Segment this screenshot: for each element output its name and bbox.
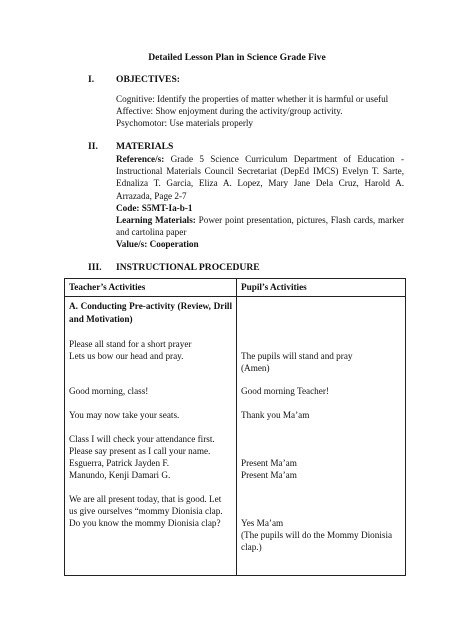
teacher-line: Please all stand for a short prayer [69,339,192,349]
teacher-line: Esguerra, Patrick Jayden F. [69,458,170,468]
materials-reference [116,153,404,202]
pupil-line: Good morning Teacher! [241,386,329,396]
procedure-heading: INSTRUCTIONAL PROCEDURE [116,262,260,273]
teacher-line: Good morning, class! [69,386,149,396]
pupil-line: clap.) [241,542,262,552]
materials-values: Value/s: Cooperation [116,239,199,249]
teacher-line: Please say present as I call your name. [69,446,211,456]
pupil-line: Yes Ma’am [241,518,284,528]
materials-learning [116,214,404,238]
reference-text: Grade 5 Science Curriculum Department of Education - Instructional Materials Council Secretariat (DepEd IMCS) Evelyn T. Sarte, Ednaliza T. Garcia, Eliza A. Lopez, Mary Jane Dela Cruz, Harold A. Arrazada, Page 2-7 [116,154,405,201]
pupil-line: Thank you Ma’am [241,410,310,420]
objectives-heading: OBJECTIVES: [116,74,180,85]
objective-cognitive: Cognitive: Identify the properties of matter whether it is harmful or useful [116,94,389,104]
table-row [65,297,406,576]
procedure-number: III. [88,262,102,273]
teacher-line: Lets us bow our head and pray. [69,351,184,361]
teacher-line: You may now take your seats. [69,410,180,420]
teacher-line: Do you know the mommy Dionisia clap? [69,518,221,528]
pupil-line: The pupils will stand and pray [241,351,353,361]
teacher-activities-cell [65,297,237,576]
pupil-activities-header: Pupil’s Activities [237,279,406,297]
table-header-row [65,279,406,297]
teacher-line: Class I will check your attendance first. [69,434,215,444]
pupil-line: Present Ma’am [241,458,297,468]
reference-label: Reference/s: [116,154,165,164]
materials-number: II. [88,141,98,152]
objectives-number: I. [88,74,95,85]
activities-table [64,278,406,576]
materials-code: Code: S5MT-Ia-b-1 [116,203,193,213]
pupil-line: (The pupils will do the Mommy Dionisia [241,530,393,540]
pre-activity-subheading: A. Conducting Pre-activity (Review, Drill and Motivation) [69,301,232,324]
pupil-line: Present Ma’am [241,470,297,480]
learning-text: Power point presentation, pictures, Flash cards, marker and cartolina paper [116,215,405,238]
pupil-activities-cell [237,297,406,576]
teacher-line: We are all present today, that is good. Let [69,494,222,504]
teacher-line: us give ourselves “mommy Dionisia clap. [69,506,223,516]
document-title: Detailed Lesson Plan in Science Grade Five [148,52,326,63]
materials-heading: MATERIALS [116,141,174,152]
objective-affective: Affective: Show enjoyment during the activity/group activity. [116,106,343,116]
teacher-activities-header: Teacher’s Activities [65,279,237,297]
pupil-line: (Amen) [241,363,270,373]
objectives-list [116,93,404,129]
teacher-line: Manundo, Kenji Damari G. [69,470,171,480]
learning-label: Learning Materials: [116,215,196,225]
objective-psychomotor: Psychomotor: Use materials properly [116,118,254,128]
